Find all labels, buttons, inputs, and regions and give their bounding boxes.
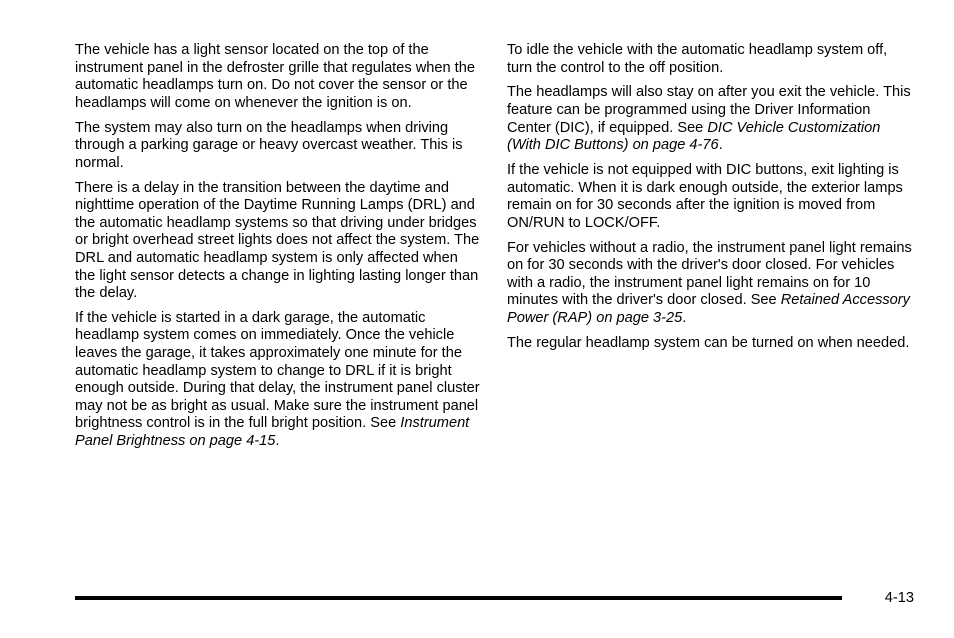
paragraph-text: If the vehicle is started in a dark garage, the automatic headlamp system comes on immediately. Once the vehicle leaves the garage, it takes approximately one minute for the automatic headlamp system to change to DRL if it is bright enough outside. During that delay, the instrument panel cluster may not be as bright as usual. Make sure the instrument panel brightness control is in the full bright position. See — [75, 309, 480, 432]
paragraph-regular-headlamp: The regular headlamp system can be turned on when needed. — [507, 334, 910, 351]
paragraph-parking-garage: The system may also turn on the headlamps when driving through a parking garage or heavy overcast weather. This is normal. — [75, 119, 463, 171]
cross-reference-link[interactable]: Retained Accessory Power (RAP) on page 3-25 — [507, 292, 910, 326]
paragraph-text: For vehicles without a radio, the instrument panel light remains on for 30 seconds with the driver's door closed. For vehicles with a radio, the instrument panel light remains on for 10 minutes with the driver's door closed. See — [507, 239, 912, 309]
cross-reference-link[interactable]: Instrument Panel Brightness on page 4-15 — [75, 415, 470, 450]
page-number: 4-13 — [884, 590, 914, 606]
paragraph-text: The headlamps will also stay on after you exit the vehicle. This feature can be programmed using the Driver Information Center (DIC), if equipped. See — [507, 84, 911, 136]
paragraph-end: . — [275, 433, 280, 450]
paragraph-light-sensor: The vehicle has a light sensor located on the top of the instrument panel in the defroster grille that regulates when the automatic headlamps turn on. Do not cover the sensor or the headlamps will come on whenever the ignition is on. — [75, 42, 475, 111]
cross-reference-link[interactable]: DIC Vehicle Customization (With DIC Buttons) on page 4-76 — [507, 119, 881, 154]
paragraph-idle-vehicle: To idle the vehicle with the automatic headlamp system off, turn the control to the off position. — [507, 42, 888, 76]
paragraph-end: . — [682, 309, 687, 326]
paragraph-end: . — [718, 137, 723, 154]
paragraph-dark-garage — [75, 310, 480, 451]
right-column — [507, 42, 912, 359]
left-column — [75, 42, 480, 458]
paragraph-exit-lighting — [507, 84, 912, 154]
footer-rule — [75, 596, 842, 600]
paragraph-no-dic-buttons: If the vehicle is not equipped with DIC buttons, exit lighting is automatic. When it is dark enough outside, the exterior lamps remain on for 30 seconds after the ignition is moved from ON/RUN to LOCK/OFF. — [507, 161, 903, 231]
paragraph-drl-delay: There is a delay in the transition between the daytime and nighttime operation of the Daytime Running Lamps (DRL) and the automatic headlamp systems so that driving under bridges or bright overhead street lights does not affect the system. The DRL and automatic headlamp system is only affected when the light sensor detects a change in lighting lasting longer than the delay. — [75, 179, 480, 302]
paragraph-instrument-panel-light — [507, 240, 912, 328]
